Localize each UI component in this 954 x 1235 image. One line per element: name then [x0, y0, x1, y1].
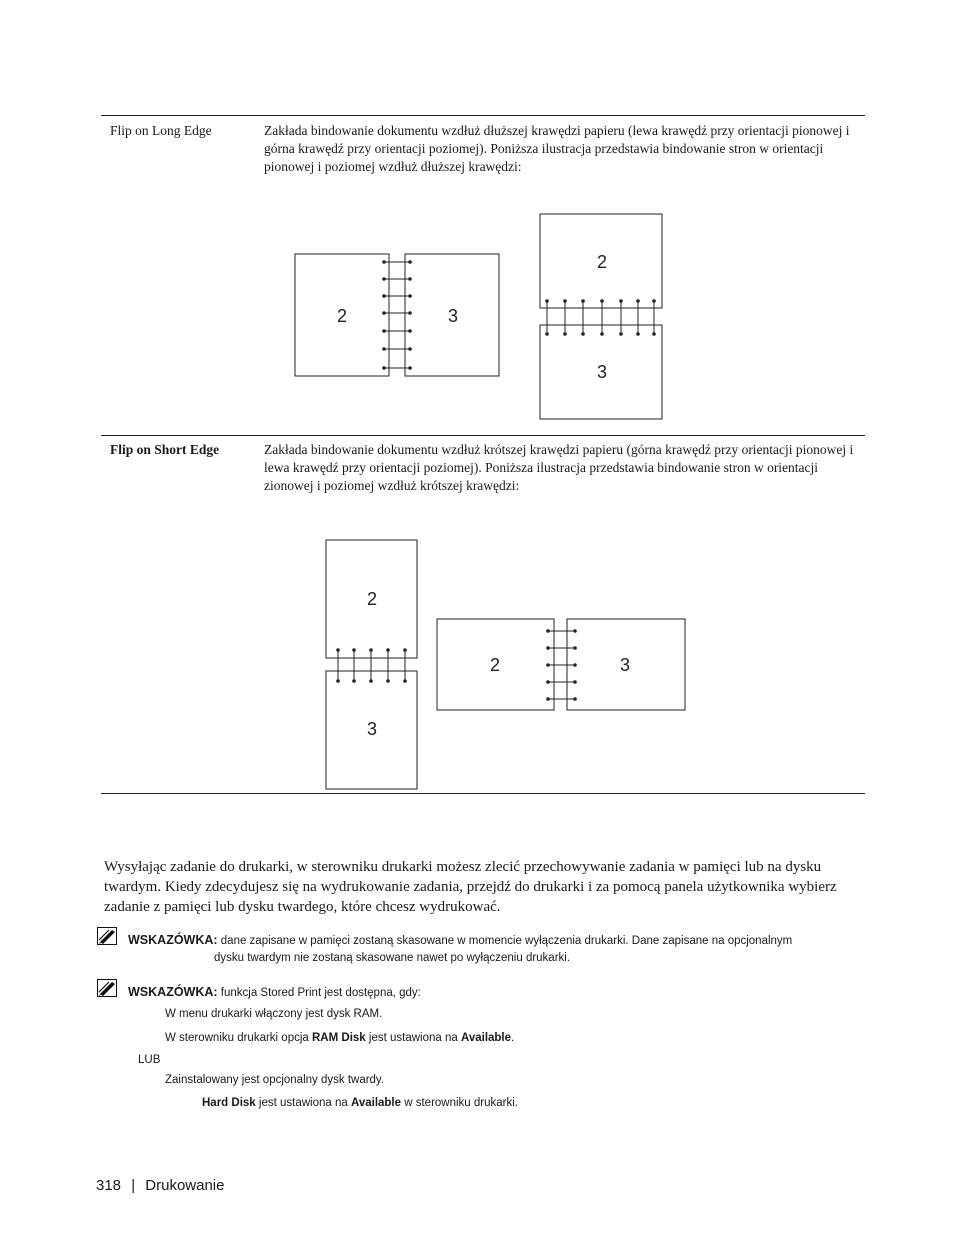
page-number-label: 2 — [336, 306, 348, 326]
page-number-label: 3 — [619, 655, 631, 675]
condition-ram-driver — [165, 1030, 514, 1047]
page-number-label: 2 — [596, 252, 608, 272]
note-warning-1 — [128, 932, 868, 950]
binding-rings-horizontal — [384, 262, 410, 368]
note-label: WSKAZÓWKA: — [128, 933, 218, 947]
note-text-line2: dysku twardym nie zostaną skasowane nawet po wyłączeniu drukarki. — [214, 952, 571, 964]
description-flip-long-edge: Zakłada bindowanie dokumentu wzdłuż dłuższej krawędzi papieru (lewa krawędź przy orientacji pionowej i górna krawędź przy orientacji poziomej). Poniższa ilustracja przedstawia bindowanie stron w orientacji pionowej i poziomej wzdłuż dłuższej krawędzi: — [264, 123, 850, 174]
note-icon — [97, 927, 117, 950]
condition-text: W sterowniku drukarki opcja — [165, 1032, 312, 1044]
table-top-rule — [101, 115, 865, 116]
condition-ram-menu: W menu drukarki włączony jest dysk RAM. — [165, 1008, 383, 1020]
note-warning-2 — [128, 984, 421, 1002]
option-value: Available — [350, 1097, 402, 1109]
figure-short-edge-binding — [320, 535, 692, 793]
condition-hdd-driver — [202, 1095, 518, 1112]
short-edge-diagram — [320, 535, 692, 793]
table-row-divider — [101, 435, 865, 436]
footer-separator: | — [131, 1177, 136, 1194]
page-number: 318 — [96, 1177, 122, 1194]
condition-text: . — [511, 1032, 515, 1044]
intro-paragraph: Wysyłając zadanie do drukarki, w sterowniku drukarki możesz zlecić przechowywanie zadania w pamięci lub na dysku twardym. Kiedy zdecydujesz się na wydrukowanie zadania, przejdź do drukarki i za pomocą panela użytkownika wybierz zadanie z pamięci lub dysku twardego, które chcesz wydrukować. — [104, 859, 837, 915]
term-flip-long-edge: Flip on Long Edge — [110, 123, 212, 138]
note-text: funkcja Stored Print jest dostępna, gdy: — [220, 987, 421, 999]
condition-text: jest ustawiona na — [255, 1097, 351, 1109]
note-label: WSKAZÓWKA: — [128, 985, 218, 999]
condition-text: w sterowniku drukarki. — [401, 1097, 518, 1109]
condition-text: jest ustawiona na — [365, 1032, 461, 1044]
note-text: dane zapisane w pamięci zostaną skasowane w momencie wyłączenia drukarki. Dane zapisane na opcjonalnym — [220, 935, 793, 947]
binding-rings-horizontal — [548, 631, 575, 699]
description-flip-short-edge: Zakłada bindowanie dokumentu wzdłuż krótszej krawędzi papieru (górna krawędź przy orientacji pionowej i lewa krawędź przy orientacji poziomej). Poniższa ilustracja przedstawia bindowanie stron w orientacji zionowej i poziomej wzdłuż krótszej krawędzi: — [264, 442, 854, 493]
page-number-label: 3 — [447, 306, 459, 326]
option-name: RAM Disk — [312, 1032, 366, 1044]
or-label: LUB — [138, 1054, 161, 1066]
term-flip-short-edge: Flip on Short Edge — [110, 442, 220, 457]
note-icon — [97, 979, 117, 1002]
page-footer — [96, 1177, 225, 1194]
long-edge-diagram — [290, 210, 670, 425]
page-number-label: 3 — [366, 719, 378, 739]
page-number-label: 3 — [596, 362, 608, 382]
page-number-label: 2 — [366, 589, 378, 609]
option-name: Hard Disk — [202, 1097, 256, 1109]
table-bottom-rule — [101, 793, 865, 794]
page-number-label: 2 — [489, 655, 501, 675]
binding-rings-vertical — [547, 301, 654, 334]
section-title: Drukowanie — [145, 1177, 225, 1194]
binding-rings-vertical — [338, 650, 405, 681]
condition-hdd-installed: Zainstalowany jest opcjonalny dysk twardy. — [165, 1074, 385, 1086]
figure-long-edge-binding — [290, 210, 670, 425]
option-value: Available — [460, 1032, 512, 1044]
